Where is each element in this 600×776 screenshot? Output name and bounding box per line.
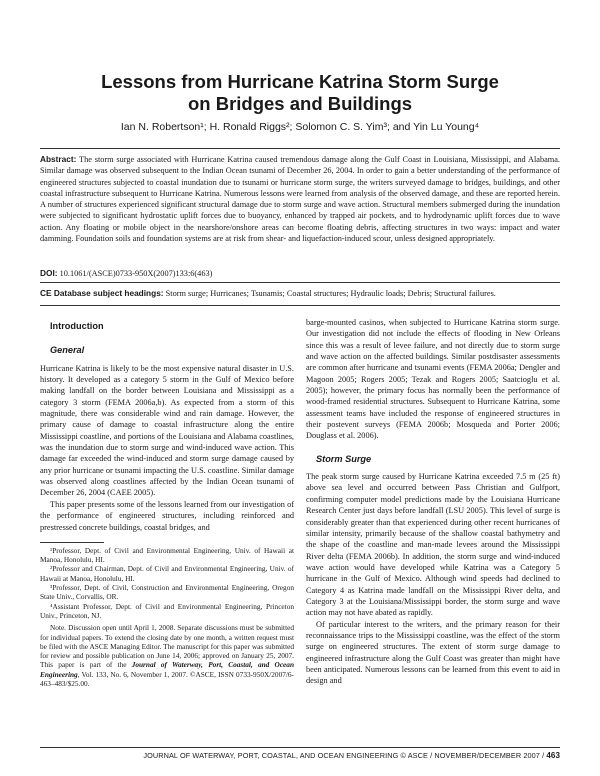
doi-value[interactable]: 10.1061/(ASCE)0733-950X(2007)133:6(463) <box>57 269 213 278</box>
paragraph: barge-mounted casinos, when subjected to Hurricane Katrina storm surge. Our investigation did not include the effects of flooding in New Orleans since this was a result of levee failure, and not directly due to storm surge and wave action on the affected buildings. Similar postdisaster assessments are common after hurricane and tsunami events (FEMA 2006a; Dengler and Magoon 2005; Rogers 2005; Tezak and Rogers 2005; Saatcioglu et al. 2005); however, the primary focus has normally been the performance of wood-framed residential structures. Subsequent to Hurricane Katrina, some assessment teams have included the response of engineered structures in their postevent surveys (FEMA 2006b; Mosqueda and Porter 2006; Douglass et al. 2006). <box>306 318 560 441</box>
subject-headings-text: Storm surge; Hurricanes; Tsunamis; Coastal structures; Hydraulic loads; Debris; Structural failures. <box>163 289 496 298</box>
abstract <box>40 154 560 244</box>
left-column <box>40 317 294 688</box>
divider-top <box>40 148 560 149</box>
footnote: ²Professor and Chairman, Dept. of Civil and Environmental Engineering, Univ. of Hawaii at Manoa, Honolulu, HI. <box>40 564 294 583</box>
submission-note <box>40 623 294 688</box>
section-heading-introduction: Introduction <box>50 321 104 331</box>
doi-label: DOI: <box>40 268 58 278</box>
page-footer <box>40 751 560 761</box>
footnote: ³Professor, Dept. of Civil, Construction and Environmental Engineering, Oregon State Univ., Corvallis, OR. <box>40 583 294 602</box>
doi <box>40 268 560 279</box>
subject-headings-label: CE Database subject headings: <box>40 288 164 298</box>
footnote: ⁴Assistant Professor, Dept. of Civil and Environmental Engineering, Princeton Univ., Princeton, NJ. <box>40 601 294 620</box>
note-text-end: , Vol. 133, No. 6, November 1, 2007. ©ASCE, ISSN 0733-950X/2007/6-463–483/$25.00. <box>40 669 294 688</box>
page-number: 463 <box>546 751 560 760</box>
journal-name: Journal of Waterway, Port, Coastal, and Ocean Engineering <box>40 660 295 679</box>
right-column <box>306 317 560 687</box>
divider-doi <box>40 282 560 283</box>
footnote-divider <box>40 542 104 543</box>
footnote: ¹Professor, Dept. of Civil and Environmental Engineering, Univ. of Hawaii at Manoa, Honolulu, HI. <box>40 545 294 565</box>
divider-bottom <box>40 305 560 306</box>
paper-title: Lessons from Hurricane Katrina Storm Surge on Bridges and Buildings <box>101 71 499 114</box>
author-list: Ian N. Robertson¹; H. Ronald Riggs²; Solomon C. S. Yim³; and Yin Lu Young⁴ <box>120 121 480 133</box>
subheading-general: General <box>50 345 85 356</box>
paragraph: Hurricane Katrina is likely to be the most expensive natural disaster in U.S. history. It developed as a category 5 storm in the Gulf of Mexico before making landfall on the border between Louisiana and Mississippi as a category 3 storm (FEMA 2006a,b). As expected from a storm of this magnitude, there was considerable wind and rain damage. However, the primary cause of damage to coastal infrastructure along the entire Mississippi coastline, and portions of the Louisiana and Alabama coastlines, was the inundation due to storm surge and wind-induced wave action. This damage far exceeded the wind-induced and storm surge damage caused by any prior hurricane or tsunami impacting the U.S. coastline. Similar damage was observed along coastlines affected by the Indian Ocean tsunami of December 26, 2004 (CAEE 2005). <box>40 363 294 498</box>
note-text: Note. Discussion open until April 1, 2008. Separate discussions must be submitted for individual papers. To extend the closing date by one month, a written request must be filed with the ASCE Managing Editor. The manuscript for this paper was submitted for review and possible publication on June 14, 2006; approved on January 25, 2007. This paper is part of the <box>40 623 294 670</box>
footer-divider <box>40 747 560 748</box>
subject-headings <box>40 288 560 299</box>
abstract-text: The storm surge associated with Hurricane Katrina caused tremendous damage along the Gulf Coast in Louisiana, Mississippi, and Alabama. Similar damage was observed subsequent to the Indian Ocean tsunami of December 26, 2004. In order to gain a better understanding of the performance of engineered structures subjected to coastal inundation due to tsunami or hurricane storm surge, the writers surveyed damage to bridges, buildings, and other coastal infrastructure subsequent to Hurricane Katrina. Numerous lessons were learned from analysis of the observed damage, and these are reported herein. A number of structures experienced significant structural damage due to storm surge and wave action. Structural members submerged during the inundation were subjected to significant hydrostatic uplift forces due to buoyancy, enhanced by trapped air pockets, and to hydrodynamic uplift forces due to wave action. Any floating or mobile object in the nearshore/onshore areas can become floating debris, affecting structures in two ways: impact and water damming. Foundation soils and foundation systems are at risk from shear- and liquefaction-induced scour, unless designed appropriately. <box>40 155 560 244</box>
subheading-storm-surge: Storm Surge <box>316 453 372 464</box>
journal-footer-text: JOURNAL OF WATERWAY, PORT, COASTAL, AND OCEAN ENGINEERING © ASCE / NOVEMBER/DECEMBER 2007 / <box>143 751 547 760</box>
abstract-label: Abstract: <box>40 154 77 164</box>
paragraph: The peak storm surge caused by Hurricane Katrina exceeded 7.5 m (25 ft) above sea level and occurred between Pass Christian and Gulfport, confirming computer model predictions made by the Louisiana Hurricane Research Center just days before landfall (LSU 2005). This level of surge is considerably greater than that experienced during other recent hurricanes of similar intensity, primarily because of the shallow coastal bathymetry and the shape of the coastline and man-made levees around the Mississippi River delta (FEMA 2006b). In addition, the storm surge and wind-induced wave action would have developed while Katrina was a Category 5 hurricane in the Gulf of Mexico. Although wind speeds had declined to Category 4 as Katrina made landfall on the Mississippi River delta, and Category 3 at the Louisiana/Mississippi border, the storm surge and wave action may not have abated as rapidly. <box>306 472 560 618</box>
paragraph: Of particular interest to the writers, and the primary reason for their reconnaissance trips to the Mississippi coastline, was the effect of the storm surge on engineered structures. The extent of storm surge damage to engineered infrastructure along the Gulf Coast was greater than might have been anticipated. Numerous lessons can be learned from this event to aid in design and <box>306 619 560 686</box>
paragraph: This paper presents some of the lessons learned from our investigation of the performance of engineered structures, including reinforced and prestressed concrete buildings, coastal bridges, and <box>40 499 294 532</box>
